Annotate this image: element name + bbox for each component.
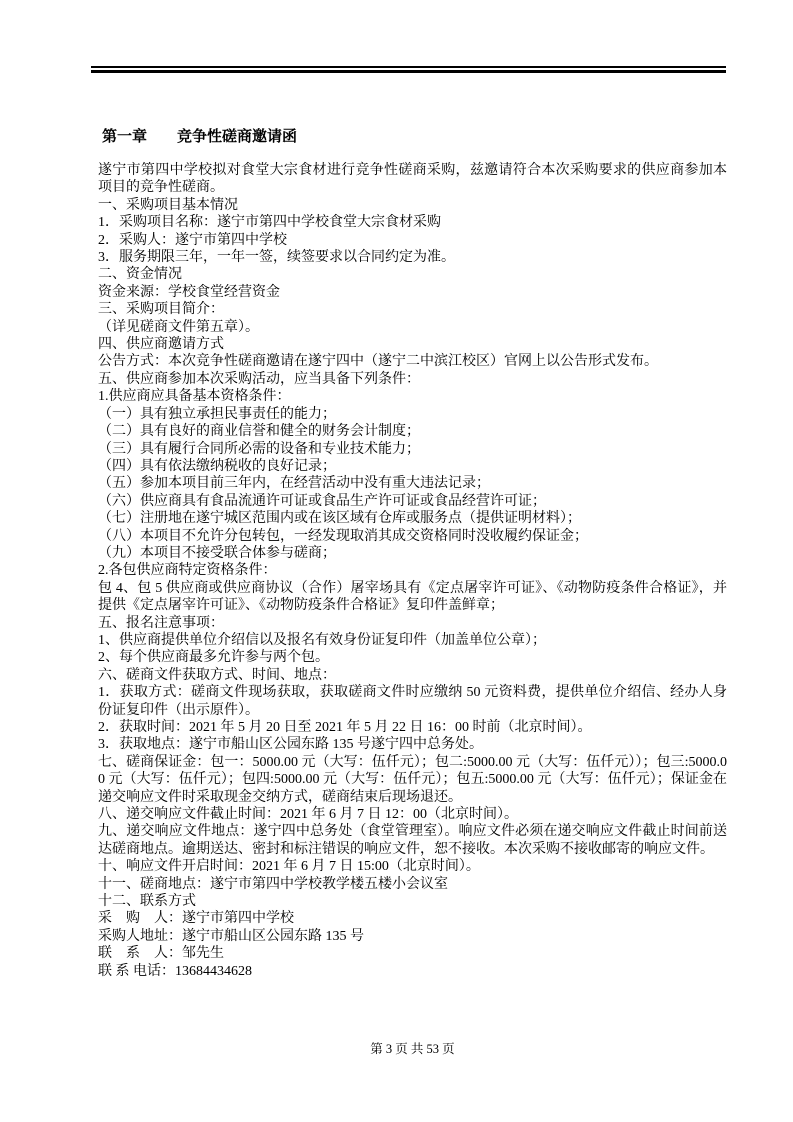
- paragraph: 资金来源：学校食堂经营资金: [98, 284, 280, 300]
- paragraph: 1、供应商提供单位介绍信以及报名有效身份证复印件（加盖单位公章）；: [98, 632, 546, 648]
- paragraph: 十、响应文件开启时间：2021 年 6 月 7 日 15:00（北京时间）。: [98, 859, 480, 875]
- paragraph: （一）具有独立承担民事责任的能力；: [98, 406, 336, 422]
- paragraph: 二、资金情况: [98, 267, 182, 283]
- paragraph: 包 4、包 5 供应商或供应商协议（合作）屠宰场具有《定点屠宰许可证》、《动物防疫条件合格证》，并提供《定点屠宰许可证》、《动物防疫条件合格证》复印件盖鲜章；: [98, 580, 727, 614]
- document-content: [98, 129, 727, 980]
- paragraph: 公告方式：本次竞争性磋商邀请在遂宁四中（遂宁二中滨江校区）官网上以公告形式发布。: [98, 354, 658, 370]
- chapter-title: 竞争性磋商邀请函: [177, 129, 298, 145]
- header-divider-thick-line: [91, 70, 726, 73]
- paragraph: 3．获取地点：遂宁市船山区公园东路 135 号遂宁四中总务处。: [98, 737, 483, 753]
- paragraph: （详见磋商文件第五章）。: [98, 319, 259, 335]
- paragraph: 六、磋商文件获取方式、时间、地点：: [98, 667, 336, 683]
- paragraph: 七、磋商保证金：包一：5000.00 元（大写：伍仟元）；包二:5000.00 元（大写：伍仟元））；包三:5000.00 元（大写：伍仟元）；包四:5000.00 元（大写：伍仟元）；包五:5000.00 元（大写：伍仟元）；保证金在递交响应文件时采取现金交纳方式，磋商结束后现场退还。: [98, 754, 727, 805]
- paragraph: 3．服务期限三年，一年一签，续签要求以合同约定为准。: [98, 250, 455, 266]
- paragraph: （五）参加本项目前三年内，在经营活动中没有重大违法记录；: [98, 476, 490, 492]
- paragraph: 八、递交响应文件截止时间：2021 年 6 月 7 日 12：00（北京时间）。: [98, 807, 518, 823]
- paragraph: 2、每个供应商最多允许参与两个包。: [98, 650, 329, 666]
- page-number: 第 3 页 共 53 页: [370, 1042, 455, 1056]
- paragraph: 五、供应商参加本次采购活动，应当具备下列条件：: [98, 371, 420, 387]
- paragraph: 联 系 人：邹先生: [98, 946, 224, 962]
- paragraph: （二）具有良好的商业信誉和健全的财务会计制度；: [98, 424, 420, 440]
- paragraph: 一、采购项目基本情况: [98, 197, 238, 213]
- paragraph: 九、递交响应文件地点：遂宁四中总务处（食堂管理室）。响应文件必须在递交响应文件截止时间前送达磋商地点。逾期送达、密封和标注错误的响应文件，恕不接收。本次采购不接收邮寄的响应文件。: [98, 824, 727, 857]
- paragraph: 采购人地址：遂宁市船山区公园东路 135 号: [98, 928, 364, 944]
- paragraph: 三、采购项目简介：: [98, 302, 224, 318]
- paragraph: （七）注册地在遂宁城区范围内或在该区域有仓库或服务点（提供证明材料）；: [98, 511, 581, 527]
- paragraph: 2．获取时间：2021 年 5 月 20 日至 2021 年 5 月 22 日 16：00 时前（北京时间）。: [98, 720, 592, 735]
- paragraph: 十二、联系方式: [98, 894, 196, 910]
- paragraph: 遂宁市第四中学校拟对食堂大宗食材进行竞争性磋商采购，兹邀请符合本次采购要求的供应商参加本项目的竞争性磋商。: [98, 163, 727, 196]
- paragraph: （三）具有履行合同所必需的设备和专业技术能力；: [98, 441, 420, 457]
- chapter-number: 第一章: [102, 129, 148, 145]
- paragraph: 采 购 人：遂宁市第四中学校: [98, 911, 294, 927]
- paragraph: 十一、磋商地点：遂宁市第四中学校教学楼五楼小会议室: [98, 876, 448, 892]
- document-body: [98, 162, 727, 980]
- paragraph: 五、报名注意事项：: [98, 615, 224, 631]
- paragraph: 1．采购项目名称：遂宁市第四中学校食堂大宗食材采购: [98, 215, 441, 231]
- chapter-heading: [102, 129, 727, 145]
- paragraph: 2．采购人：遂宁市第四中学校: [98, 232, 287, 248]
- paragraph: 1．获取方式：磋商文件现场获取，获取磋商文件时应缴纳 50 元资料费，提供单位介绍信、经办人身份证复印件（出示原件）。: [98, 685, 727, 718]
- header-divider: [91, 66, 726, 73]
- paragraph: （六）供应商具有食品流通许可证或食品生产许可证或食品经营许可证；: [98, 493, 546, 509]
- paragraph: 1.供应商应具备基本资格条件：: [98, 389, 291, 405]
- paragraph: 2.各包供应商特定资格条件：: [98, 563, 277, 579]
- paragraph: （四）具有依法缴纳税收的良好记录；: [98, 458, 336, 474]
- paragraph: 四、供应商邀请方式: [98, 337, 224, 353]
- paragraph: （九）本项目不接受联合体参与磋商；: [98, 545, 336, 561]
- paragraph: （八）本项目不允许分包转包，一经发现取消其成交资格同时没收履约保证金；: [98, 528, 588, 544]
- paragraph: 联 系 电话：13684434628: [98, 963, 252, 979]
